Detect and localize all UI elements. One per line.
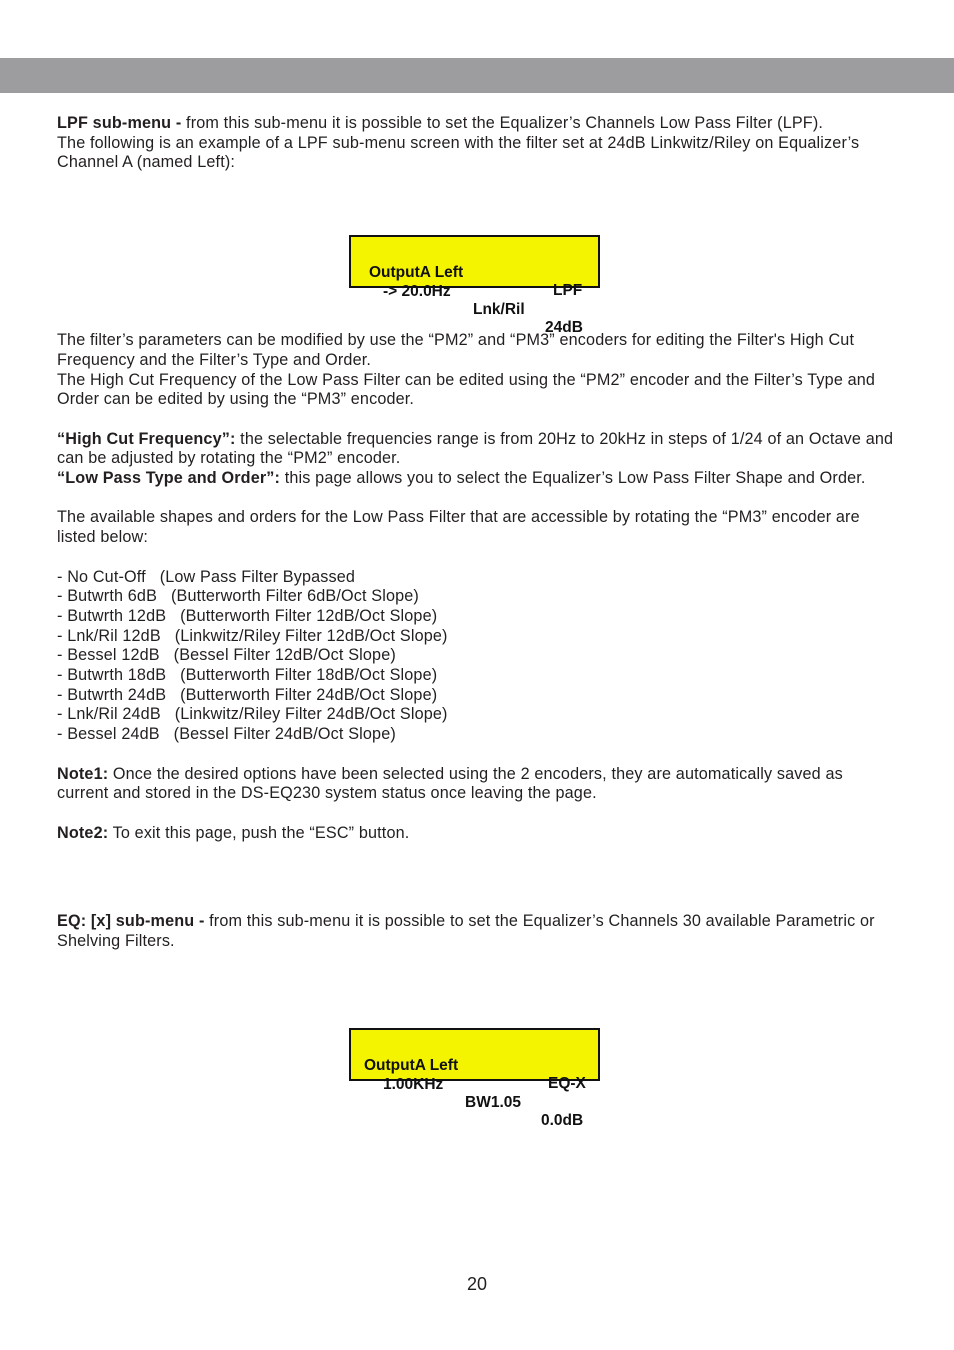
lpf-example-text: The following is an example of a LPF sub-menu screen with the filter set at 24dB Linkwitz/Riley on Equalizer’s Channel A (named Left): [57,133,860,172]
lcd-line2-frequency: -> 20.0Hz [383,283,451,300]
note-2: Note2: To exit this page, push the “ESC” button. [57,823,410,842]
shapes-intro: The available shapes and orders for the Low Pass Filter that are accessible by rotating the “PM3” encoder are listed below: [57,508,860,547]
lcd-line2-order: 24dB [545,319,583,336]
list-item: - Butwrth 24dB (Butterworth Filter 24dB/Oct Slope) [57,685,438,704]
note-1: Note1: Once the desired options have been selected using the 2 encoders, they are automatically saved as current and stored in the DS-EQ230 system status once leaving the page. [57,764,843,803]
lpf-intro: LPF sub-menu - from this sub-menu it is possible to set the Equalizer’s Channels Low Pass Filter (LPF). [57,114,824,132]
lcd-line2-type: Lnk/Ril [473,301,525,318]
list-item: - Butwrth 6dB (Butterworth Filter 6dB/Oct Slope) [57,587,419,606]
lpf-title: LPF sub-menu - [57,114,182,132]
lcd-line1-left: OutputA Left [369,264,464,281]
lpf-para-1: The filter’s parameters can be modified by use the “PM2” and “PM3” encoders for editing the Filter's High Cut Frequency and the Filter’s Type and Order. [57,331,855,369]
lpf-lcd-display [349,235,600,336]
lcd-line1-right: EQ-X [548,1075,586,1092]
page-number: 20 [466,1274,488,1294]
list-item: - Butwrth 12dB (Butterworth Filter 12dB/Oct Slope) [57,606,438,625]
lpto-paragraph: “Low Pass Type and Order”: this page allows you to select the Equalizer’s Low Pass Filter Shape and Order. [57,469,866,488]
note-2-label: Note2: [57,823,109,842]
header-band [0,58,954,93]
lpto-label: “Low Pass Type and Order”: [57,469,281,488]
hcf-paragraph: “High Cut Frequency”: the selectable frequencies range is from 20Hz to 20kHz in steps of 1/24 of an Octave and can be adjusted by rotating the “PM2” encoder. [57,429,894,468]
hcf-label: “High Cut Frequency”: [57,429,236,448]
list-item: - No Cut-Off (Low Pass Filter Bypassed [57,567,356,586]
lcd-line2-frequency: 1.00KHz [383,1076,444,1093]
list-item: - Butwrth 18dB (Butterworth Filter 18dB/Oct Slope) [57,666,438,685]
shapes-list [57,568,897,745]
list-item: - Lnk/Ril 12dB (Linkwitz/Riley Filter 12dB/Oct Slope) [57,626,448,645]
lcd-line1-right: LPF [553,282,583,299]
list-item: - Bessel 24dB (Bessel Filter 24dB/Oct Slope) [57,725,396,744]
eq-intro: EQ: [x] sub-menu - from this sub-menu it is possible to set the Equalizer’s Channels 30 available Parametric or Shelving Filters. [57,912,875,951]
lcd-line2-gain: 0.0dB [541,1112,584,1129]
lcd-line1-left: OutputA Left [364,1057,459,1074]
lpf-para-2: The High Cut Frequency of the Low Pass Filter can be edited using the “PM2” encoder and the Filter’s Type and Order can be edited by using the “PM3” encoder. [57,370,876,409]
eq-title: EQ: [x] sub-menu - [57,912,205,931]
lcd-line2-bandwidth: BW1.05 [465,1094,521,1111]
eq-lcd-display [349,1028,600,1129]
list-item: - Bessel 12dB (Bessel Filter 12dB/Oct Slope) [57,646,396,665]
list-item: - Lnk/Ril 24dB (Linkwitz/Riley Filter 24dB/Oct Slope) [57,705,448,724]
note-1-label: Note1: [57,764,109,783]
